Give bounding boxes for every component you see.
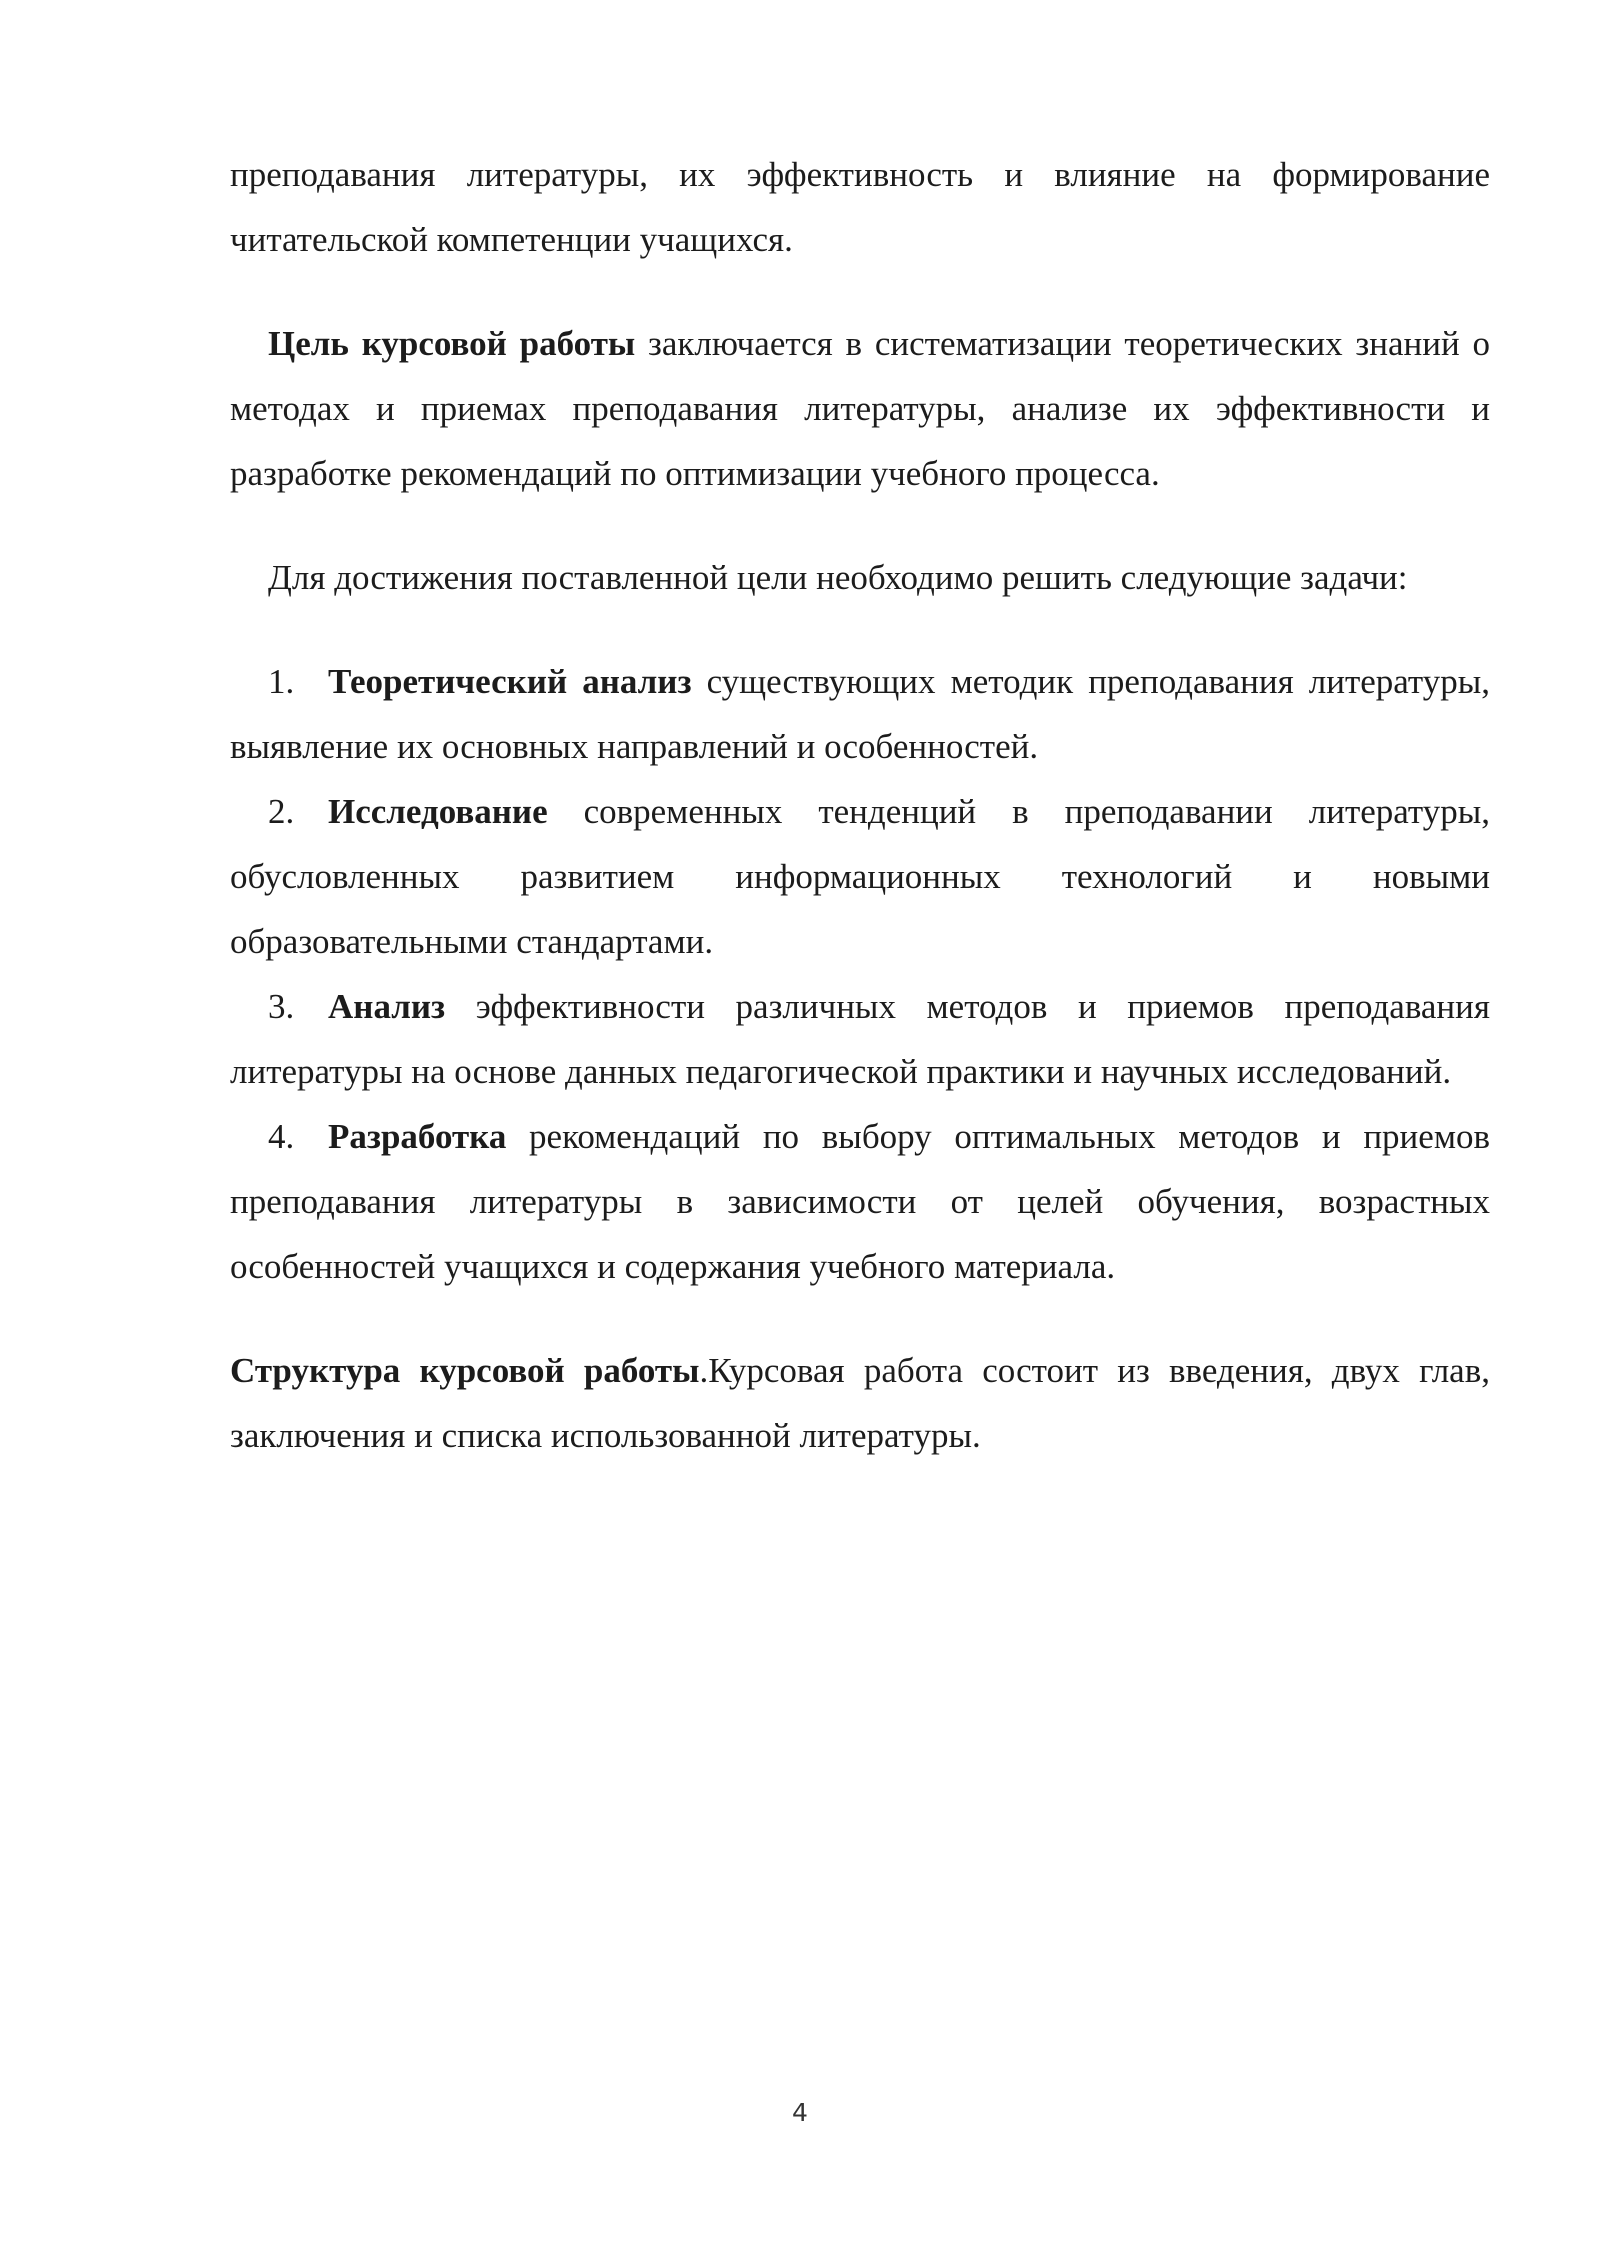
task-number: 3. bbox=[268, 987, 295, 1026]
task-number: 2. bbox=[268, 792, 295, 831]
goal-heading: Цель курсовой работы bbox=[268, 324, 636, 363]
goal-paragraph bbox=[230, 311, 1490, 506]
task-keyword: Анализ bbox=[328, 987, 446, 1026]
task-item-1 bbox=[230, 649, 1490, 779]
tasks-intro-paragraph: Для достижения поставленной цели необходимо решить следующие задачи: bbox=[268, 558, 1408, 597]
task-text: современных тенденций в преподавании литературы, обусловленных развитием информационных технологий и новыми образовательными стандартами. bbox=[230, 792, 1490, 961]
task-text: существующих методик преподавания литературы, выявление их основных направлений и особенностей. bbox=[230, 662, 1490, 766]
task-keyword: Исследование bbox=[328, 792, 548, 831]
task-item-3 bbox=[230, 974, 1490, 1104]
page-number: 4 bbox=[792, 2098, 808, 2127]
structure-text: .Курсовая работа состоит из введения, двух глав, заключения и списка использованной литературы. bbox=[230, 1351, 1490, 1455]
task-text: эффективности различных методов и приемов преподавания литературы на основе данных педагогической практики и научных исследований. bbox=[230, 987, 1490, 1091]
intro-tail-paragraph: преподавания литературы, их эффективность и влияние на формирование читательской компетенции учащихся. bbox=[230, 155, 1490, 259]
goal-text: заключается в систематизации теоретических знаний о методах и приемах преподавания литературы, анализе их эффективности и разработке рекомендаций по оптимизации учебного процесса. bbox=[230, 324, 1490, 493]
task-text: рекомендаций по выбору оптимальных методов и приемов преподавания литературы в зависимости от целей обучения, возрастных особенностей учащихся и содержания учебного материала. bbox=[230, 1117, 1490, 1286]
task-item-2 bbox=[230, 779, 1490, 974]
tasks-list bbox=[230, 649, 1490, 1299]
structure-paragraph bbox=[230, 1338, 1490, 1468]
task-item-4 bbox=[230, 1104, 1490, 1299]
task-number: 1. bbox=[268, 662, 295, 701]
task-keyword: Разработка bbox=[328, 1117, 507, 1156]
page-body bbox=[230, 142, 1490, 1468]
structure-heading: Структура курсовой работы bbox=[230, 1351, 700, 1390]
task-keyword: Теоретический анализ bbox=[328, 662, 692, 701]
task-number: 4. bbox=[268, 1117, 295, 1156]
